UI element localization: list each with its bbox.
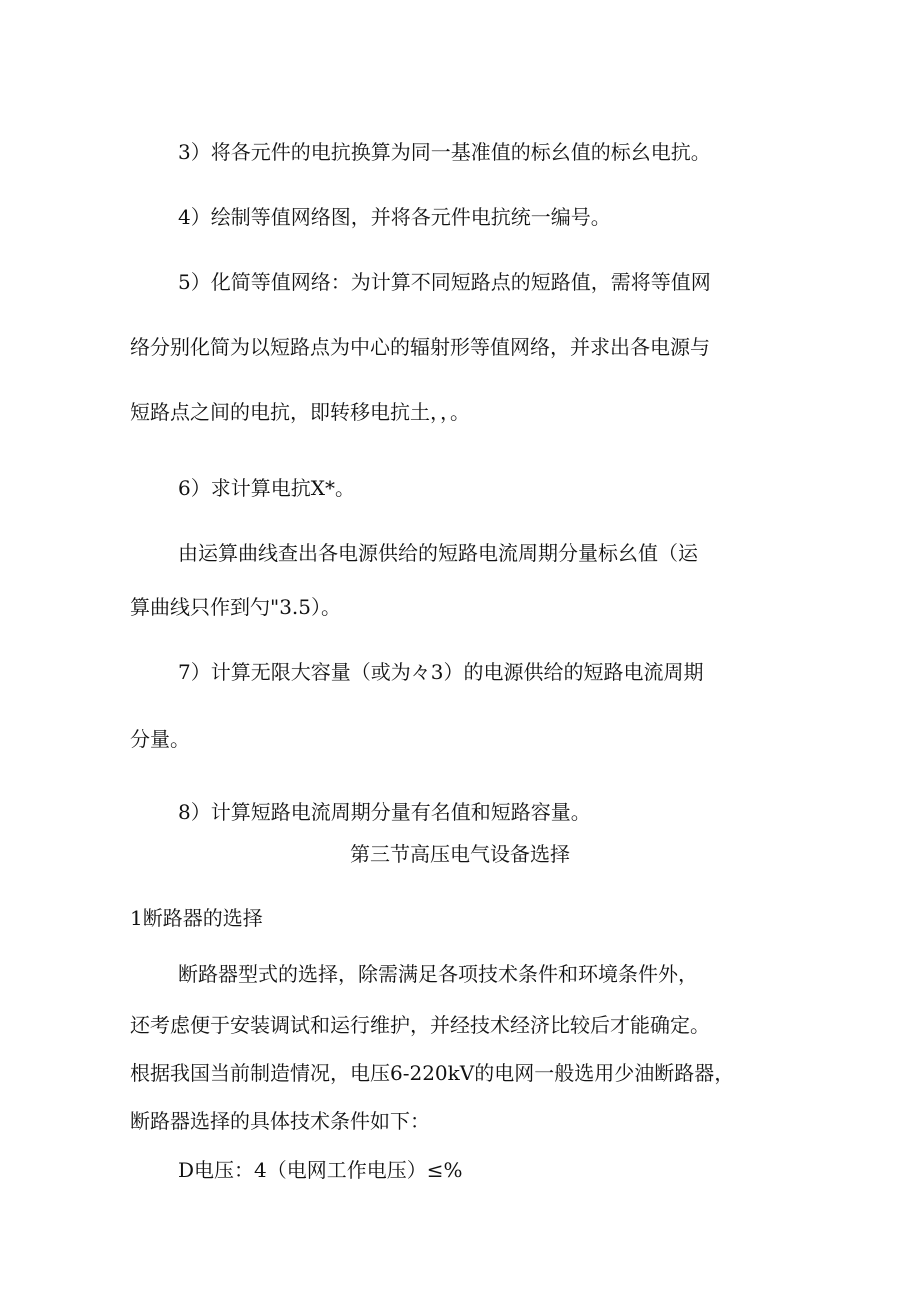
paragraph-line: 断路器选择的具体技术条件如下： [130,1109,430,1133]
paragraph-line: 由运算曲线查出各电源供给的短路电流周期分量标幺值（运 [178,541,698,565]
paragraph-line: 3）将各元件的电抗换算为同一基准值的标幺值的标幺电抗。 [178,140,711,164]
paragraph-line: 7）计算无限大容量（或为々3）的电源供给的短路电流周期 [178,660,704,684]
paragraph-line: 6）求计算电抗X*。 [178,476,355,500]
paragraph-line: 5）化简等值网络：为计算不同短路点的短路值，需将等值网 [178,270,711,294]
paragraph-line: 4）绘制等值网络图，并将各元件电抗统一编号。 [178,205,611,229]
subsection-title: 1断路器的选择 [130,906,263,930]
paragraph-line: 还考虑便于安装调试和运行维护，并经技术经济比较后才能确定。 [130,1013,710,1037]
paragraph-line: 断路器型式的选择，除需满足各项技术条件和环境条件外， [178,962,698,986]
paragraph-line: 8）计算短路电流周期分量有名值和短路容量。 [178,800,591,824]
section-title: 第三节高压电气设备选择 [350,842,570,866]
paragraph-line: 算曲线只作到勺"3.5）。 [130,595,342,619]
paragraph-line: 络分别化简为以短路点为中心的辐射形等值网络，并求出各电源与 [130,335,710,359]
paragraph-line: 短路点之间的电抗，即转移电抗土，，。 [130,400,470,424]
paragraph-line: D电压：4（电网工作电压）≤% [178,1158,463,1182]
paragraph-line: 根据我国当前制造情况，电压6-220kV的电网一般选用少油断路器， [130,1061,735,1085]
paragraph-line: 分量。 [130,727,190,751]
